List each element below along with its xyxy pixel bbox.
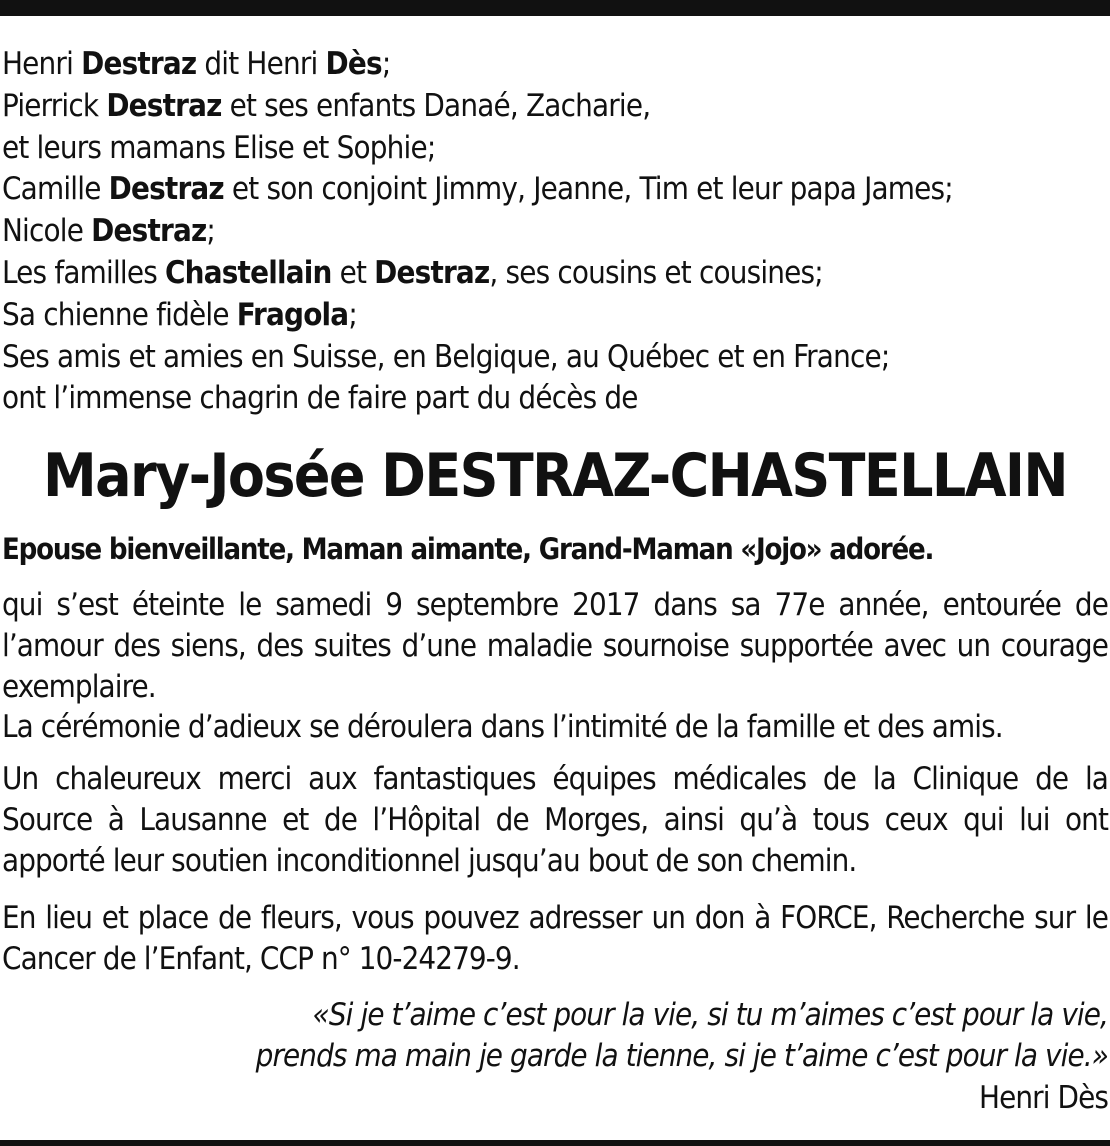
family-name-bold: Fragola (236, 296, 349, 333)
family-text: ; (381, 46, 391, 82)
top-rule (0, 0, 1110, 16)
family-line (2, 169, 1108, 211)
ceremony-paragraph: La cérémonie d’adieux se déroulera dans l’intimité de la famille et des amis. (2, 709, 1003, 745)
family-text: Les familles (2, 254, 166, 291)
family-text: et son conjoint Jimmy, Jeanne, Tim et leur papa James; (223, 171, 953, 208)
family-line (2, 44, 1108, 86)
family-text: Ses amis et amies en Suisse, en Belgique, au Québec et en France; (2, 338, 890, 375)
family-line (2, 86, 1108, 128)
family-name-bold: Chastellain (165, 254, 332, 291)
family-text: et ses enfants Danaé, Zacharie, (221, 87, 651, 124)
closing-quote (2, 995, 1108, 1077)
family-text: ont l’immense chagrin de faire part du décès de (2, 380, 638, 417)
quote-author: Henri Dès (979, 1080, 1108, 1116)
family-text: Camille (2, 171, 109, 208)
family-text: , ses cousins et cousines; (489, 254, 823, 291)
thanks-paragraph: Un chaleureux merci aux fantastiques équipes médicales de la Clinique de la Source à Lausanne et de l’Hôpital de Morges, ainsi qu’à tous ceux qui lui ont apporté leur soutien inconditionnel jusqu’au bout de son chemin. (2, 761, 1108, 879)
family-line (2, 253, 1108, 295)
family-text: Nicole (2, 213, 92, 250)
family-announcement (2, 44, 1108, 420)
family-text: ; (348, 296, 357, 333)
quote-line-1: «Si je t’aime c’est pour la vie, si tu m’aimes c’est pour la vie, (312, 997, 1108, 1033)
family-text: Pierrick (2, 87, 107, 124)
family-text: Henri (2, 46, 82, 82)
family-name-bold: Destraz (374, 254, 490, 291)
family-text: dit Henri (196, 46, 326, 82)
family-line (2, 378, 1108, 420)
family-line (2, 337, 1108, 379)
family-name-bold: Destraz (91, 213, 207, 250)
donation-paragraph: En lieu et place de fleurs, vous pouvez adresser un don à FORCE, Recherche sur le Cancer de l’Enfant, CCP n° 10-24279-9. (2, 900, 1108, 977)
deceased-name: Mary-Josée DESTRAZ-CHASTELLAIN (43, 441, 1067, 511)
family-line (2, 295, 1108, 337)
family-text: ; (206, 213, 216, 250)
family-line (2, 211, 1108, 253)
family-text: et leurs mamans Elise et Sophie; (2, 129, 436, 166)
passing-paragraph: qui s’est éteinte le samedi 9 septembre 2017 dans sa 77e année, entourée de l’amour des siens, des suites d’une maladie sournoise supportée avec un courage exemplaire. (2, 587, 1108, 705)
bottom-rule (0, 1140, 1110, 1146)
family-name-bold: Destraz (106, 87, 222, 124)
family-name-bold: Destraz (81, 46, 197, 82)
family-text: Sa chienne fidèle (2, 296, 237, 333)
family-name-bold: Destraz (108, 171, 224, 208)
tagline: Epouse bienveillante, Maman aimante, Grand-Maman «Jojo» adorée. (2, 532, 934, 566)
family-text: et (331, 254, 375, 291)
family-name-bold: Dès (325, 46, 382, 82)
quote-line-2: prends ma main je garde la tienne, si je t’aime c’est pour la vie.» (255, 1038, 1108, 1074)
family-line (2, 128, 1108, 170)
